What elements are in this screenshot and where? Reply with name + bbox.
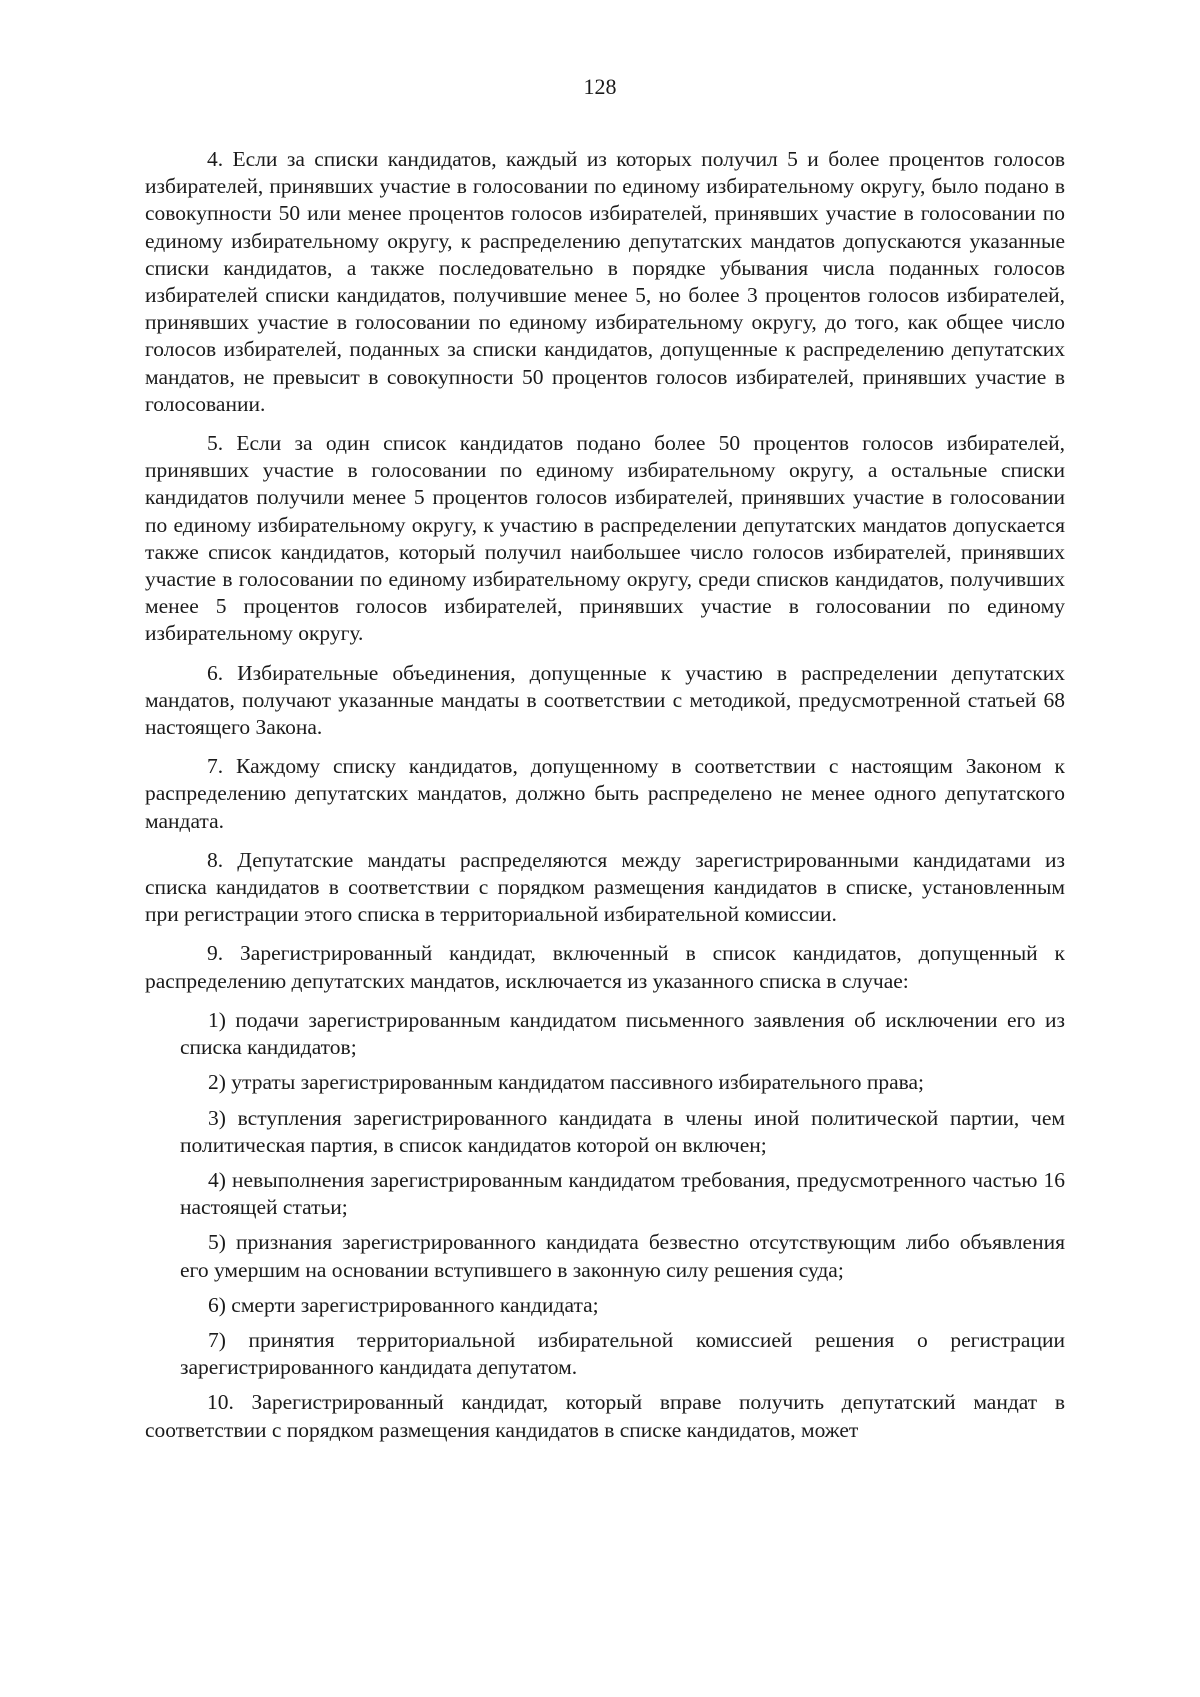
paragraph-5: 5. Если за один список кандидатов подано более 50 процентов голосов избирателей, принявших участие в голосовании по единому избирательному округу, а остальные списки кандидатов получили менее 5 процентов голосов избирателей, принявших участие в голосовании по единому избирательному округу, к участию в распределении депутатских мандатов допускается также список кандидатов, который получил наибольшее число голосов избирателей, принявших участие в голосовании по единому избирательному округу, среди списков кандидатов, получивших менее 5 процентов голосов избирателей, принявших участие в голосовании по единому избирательному округу. xyxy=(145,431,1065,646)
paragraph-6: 6. Избирательные объединения, допущенные к участию в распределении депутатских мандатов, получают указанные мандаты в соответствии с методикой, предусмотренной статьей 68 настоящего Закона. xyxy=(145,660,1065,740)
list-item-5: 5) признания зарегистрированного кандидата безвестно отсутствующим либо объявления его умершим на основании вступившего в законную силу решения суда; xyxy=(180,1230,1065,1282)
list-item-2: 2) утраты зарегистрированным кандидатом пассивного избирательного права; xyxy=(208,1070,925,1095)
list-item-1: 1) подачи зарегистрированным кандидатом письменного заявления об исключении его из списка кандидатов; xyxy=(180,1007,1065,1060)
list-item-3: 3) вступления зарегистрированного кандидата в члены иной политической партии, чем политическая партия, в список кандидатов которой он включен; xyxy=(180,1105,1065,1157)
paragraph-8: 8. Депутатские мандаты распределяются между зарегистрированными кандидатами из списка кандидатов в соответствии с порядком размещения кандидатов в списке, установленным при регистрации этого списка в территориальной избирательной комиссии. xyxy=(145,847,1065,927)
list-item-7: 7) принятия территориальной избирательной комиссией решения о регистрации зарегистрированного кандидата депутатом. xyxy=(180,1327,1065,1380)
paragraph-7: 7. Каждому списку кандидатов, допущенному в соответствии с настоящим Законом к распределению депутатских мандатов, должно быть распределено не менее одного депутатского мандата. xyxy=(145,754,1065,833)
paragraph-9: 9. Зарегистрированный кандидат, включенный в список кандидатов, допущенный к распределению депутатских мандатов, исключается из указанного списка в случае: xyxy=(145,941,1065,993)
list-item-6: 6) смерти зарегистрированного кандидата; xyxy=(208,1292,599,1317)
paragraph-4: 4. Если за списки кандидатов, каждый из которых получил 5 и более процентов голосов избирателей, принявших участие в голосовании по единому избирательному округу, было подано в совокупности 50 или менее процентов голосов избирателей, принявших участие в голосовании по единому избирательному округу, к распределению депутатских мандатов допускаются указанные списки кандидатов, а также последовательно в порядке убывания числа поданных голосов избирателей списки кандидатов, получившие менее 5, но более 3 процентов голосов избирателей, принявших участие в голосовании по единому избирательному округу, до того, как общее число голосов избирателей, поданных за списки кандидатов, допущенные к распределению депутатских мандатов, не превысит в совокупности 50 процентов голосов избирателей, принявших участие в голосовании. xyxy=(145,147,1065,416)
paragraph-10: 10. Зарегистрированный кандидат, который вправе получить депутатский мандат в соответствии с порядком размещения кандидатов в списке кандидатов, может xyxy=(145,1390,1065,1442)
list-item-4: 4) невыполнения зарегистрированным кандидатом требования, предусмотренного частью 16 настоящей статьи; xyxy=(180,1167,1065,1220)
document-body xyxy=(145,146,1065,1444)
page-number: 128 xyxy=(583,74,617,99)
